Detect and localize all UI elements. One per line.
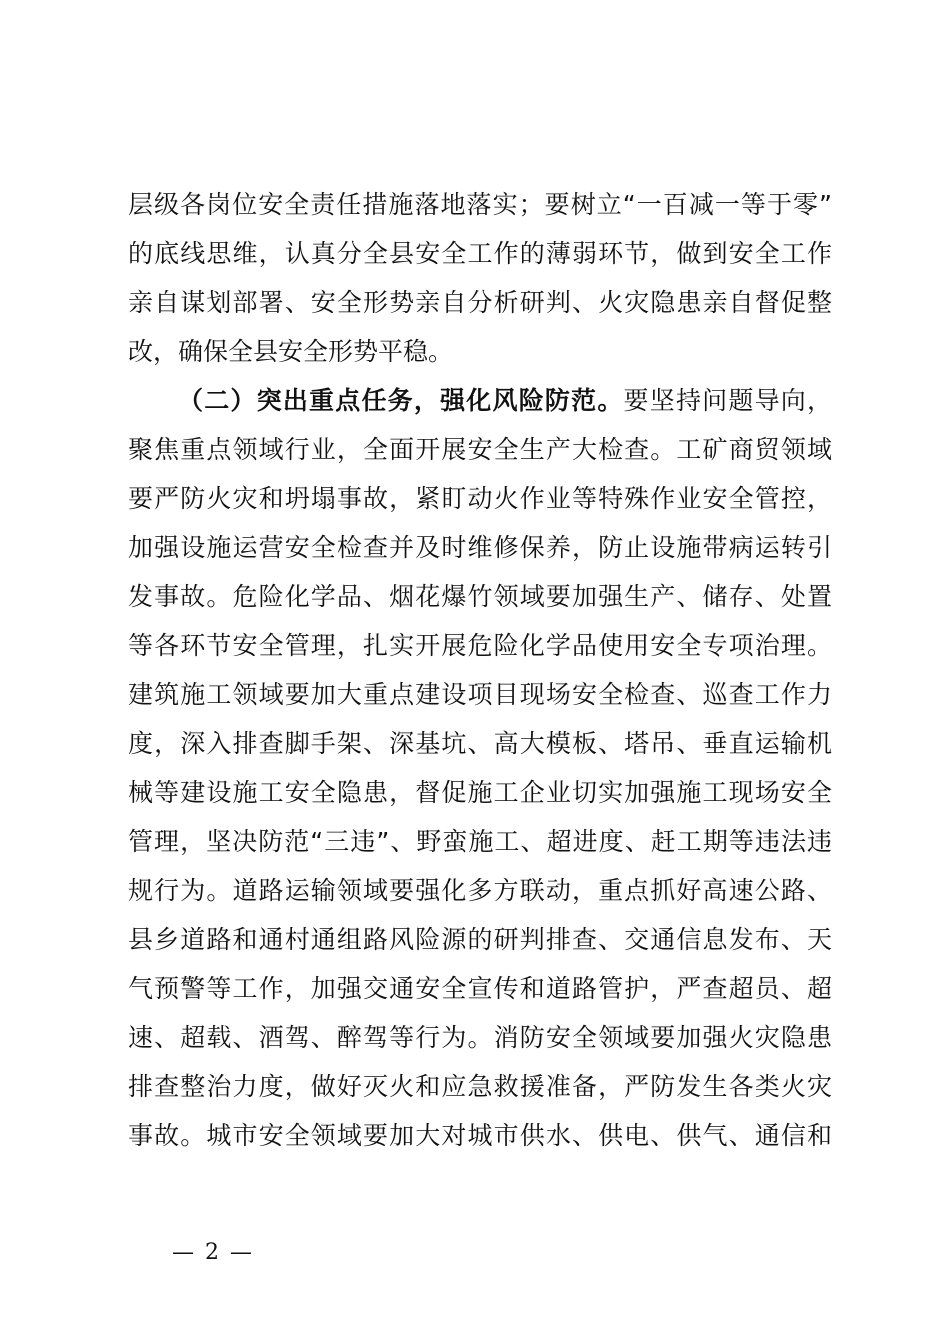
text-line: 要严防火灾和坍塌事故，紧盯动火作业等特殊作业安全管控， [128,484,832,513]
text-line: 层级各岗位安全责任措施落地落实；要树立“一百减一等于零” [128,190,832,219]
text-line: 的底线思维，认真分全县安全工作的薄弱环节，做到安全工作 [128,239,832,268]
text-run: 要坚持问题导向， [623,386,832,415]
page-number: — 2 — [172,1240,254,1265]
text-line: 改，确保全县安全形势平稳。 [128,337,454,366]
text-line: 管理，坚决防范“三违”、野蛮施工、超进度、赶工期等违法违 [128,827,832,856]
text-line: 加强设施运营安全检查并及时维修保养，防止设施带病运转引 [128,533,832,562]
paragraph-1 [128,180,832,376]
text-line: 速、超载、酒驾、醉驾等行为。消防安全领域要加强火灾隐患 [128,1023,832,1052]
text-line: 规行为。道路运输领域要强化多方联动，重点抓好高速公路、 [128,876,832,905]
text-line: 发事故。危险化学品、烟花爆竹领域要加强生产、储存、处置 [128,582,832,611]
text-line: 县乡道路和通村通组路风险源的研判排查、交通信息发布、天 [128,925,832,954]
text-line: 事故。城市安全领域要加大对城市供水、供电、供气、通信和 [128,1121,832,1150]
text-line: 建筑施工领域要加大重点建设项目现场安全检查、巡查工作力 [128,680,832,709]
text-line: 度，深入排查脚手架、深基坑、高大模板、塔吊、垂直运输机 [128,729,832,758]
section-heading: （二）突出重点任务，强化风险防范。 [178,386,624,415]
text-line: 气预警等工作，加强交通安全宣传和道路管护，严查超员、超 [128,974,832,1003]
text-line: 等各环节安全管理，扎实开展危险化学品使用安全专项治理。 [128,631,832,660]
paragraph-2-first-line [128,376,832,425]
text-line: 亲自谋划部署、安全形势亲自分析研判、火灾隐患亲自督促整 [128,288,832,317]
document-body [128,180,832,1160]
text-line: 聚焦重点领域行业，全面开展安全生产大检查。工矿商贸领域 [128,435,832,464]
text-line: 排查整治力度，做好灭火和应急救援准备，严防发生各类火灾 [128,1072,832,1101]
paragraph-2 [128,376,832,1160]
text-line: 械等建设施工安全隐患，督促施工企业切实加强施工现场安全 [128,778,832,807]
